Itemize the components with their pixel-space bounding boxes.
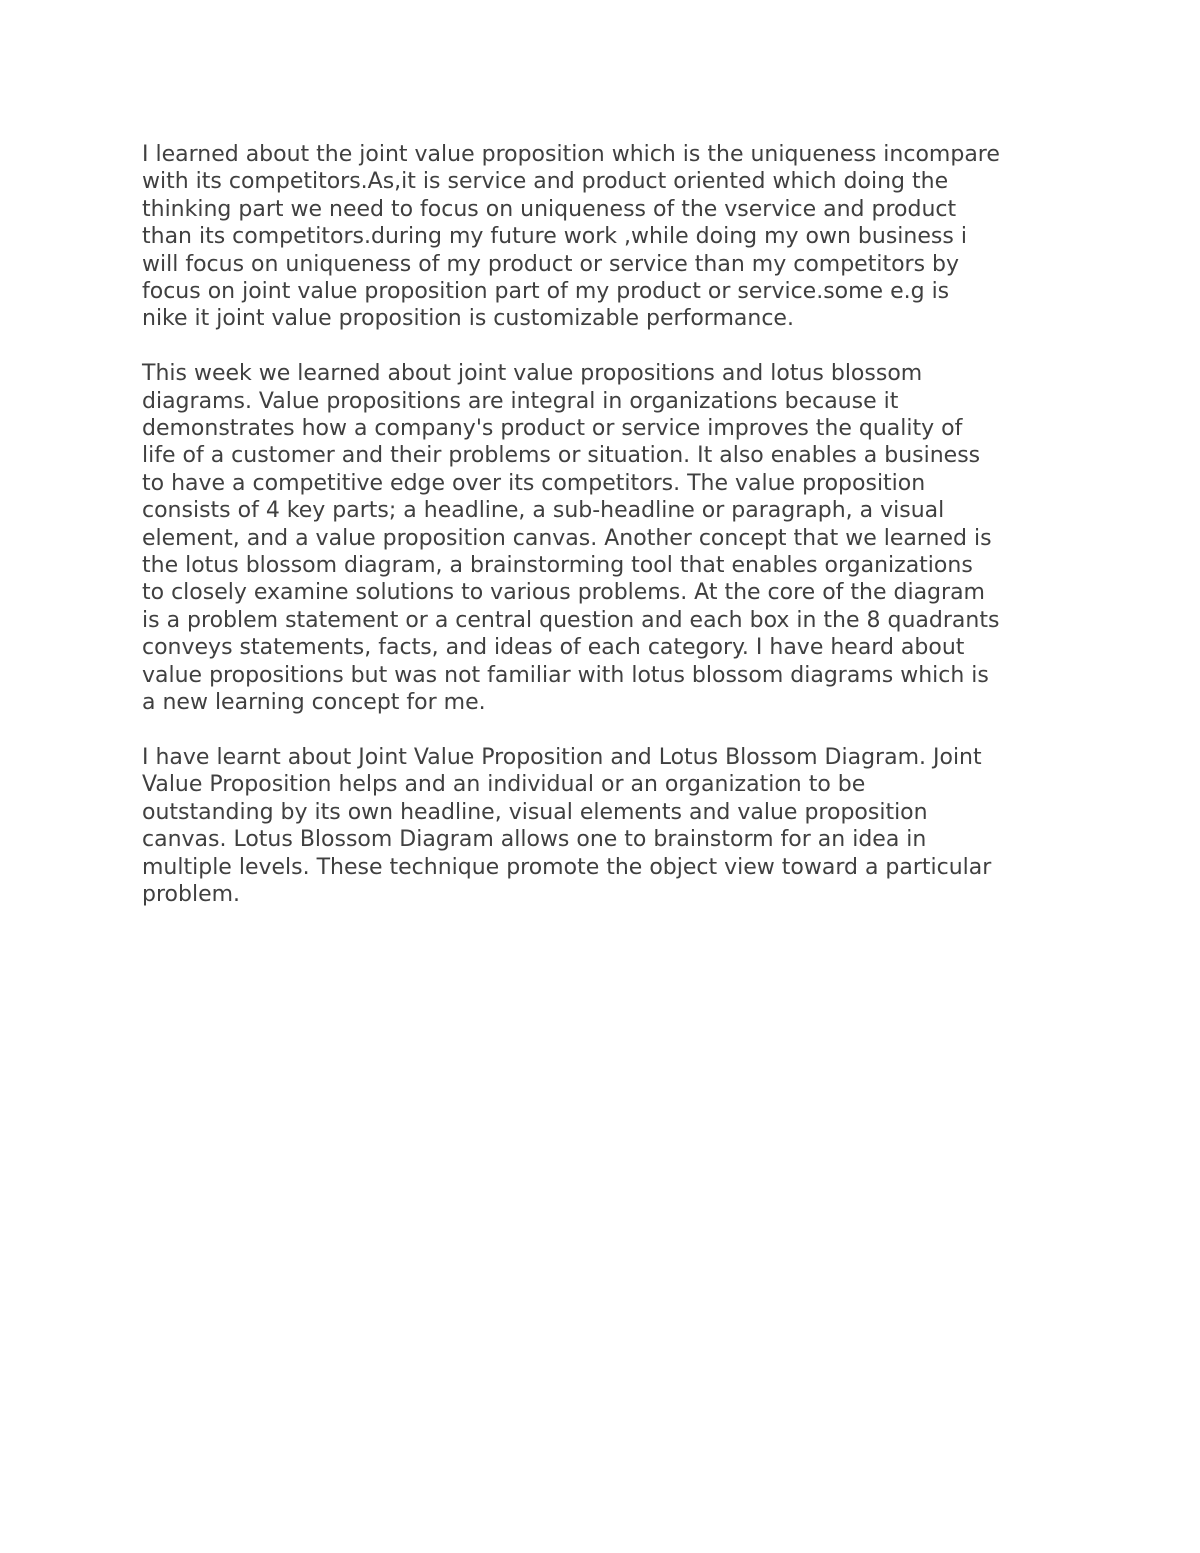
text-line: This week we learned about joint value propositions and lotus blossom <box>142 361 923 387</box>
text-line: element, and a value proposition canvas. Another concept that we learned is <box>142 525 992 551</box>
text-line: will focus on uniqueness of my product or service than my competitors by <box>142 251 960 277</box>
text-line: multiple levels. These technique promote the object view toward a particular <box>142 854 992 880</box>
text-line: a new learning concept for me. <box>142 690 486 716</box>
text-line: conveys statements, facts, and ideas of each category. I have heard about <box>142 635 965 661</box>
text-line: the lotus blossom diagram, a brainstorming tool that enables organizations <box>142 553 973 579</box>
paragraph-3 <box>142 744 1072 908</box>
text-line: to have a competitive edge over its competitors. The value proposition <box>142 470 926 496</box>
text-line: demonstrates how a company's product or service improves the quality of <box>142 416 963 442</box>
text-line: with its competitors.As,it is service and product oriented which doing the <box>142 169 949 195</box>
text-line: canvas. Lotus Blossom Diagram allows one to brainstorm for an idea in <box>142 827 927 853</box>
text-line: value propositions but was not familiar with lotus blossom diagrams which is <box>142 662 989 688</box>
text-line: to closely examine solutions to various problems. At the core of the diagram <box>142 580 985 606</box>
text-line: focus on joint value proposition part of my product or service.some e.g is <box>142 279 950 305</box>
text-line: nike it joint value proposition is customizable performance. <box>142 306 794 332</box>
text-line: is a problem statement or a central question and each box in the 8 quadrants <box>142 607 1000 633</box>
paragraph-1 <box>142 141 1072 333</box>
text-line: Value Proposition helps and an individual or an organization to be <box>142 772 866 798</box>
paragraph-2 <box>142 360 1072 716</box>
text-line: outstanding by its own headline, visual elements and value proposition <box>142 799 928 825</box>
text-line: life of a customer and their problems or situation. It also enables a business <box>142 443 981 469</box>
text-line: I have learnt about Joint Value Proposition and Lotus Blossom Diagram. Joint <box>142 744 982 770</box>
text-line: consists of 4 key parts; a headline, a sub-headline or paragraph, a visual <box>142 498 945 524</box>
text-line: I learned about the joint value proposition which is the uniqueness incompare <box>142 142 1000 167</box>
text-line: thinking part we need to focus on uniqueness of the vservice and product <box>142 196 957 222</box>
text-line: than its competitors.during my future work ,while doing my own business i <box>142 224 967 250</box>
document-body <box>142 141 1072 936</box>
text-line: problem. <box>142 881 241 907</box>
text-line: diagrams. Value propositions are integral in organizations because it <box>142 388 899 414</box>
